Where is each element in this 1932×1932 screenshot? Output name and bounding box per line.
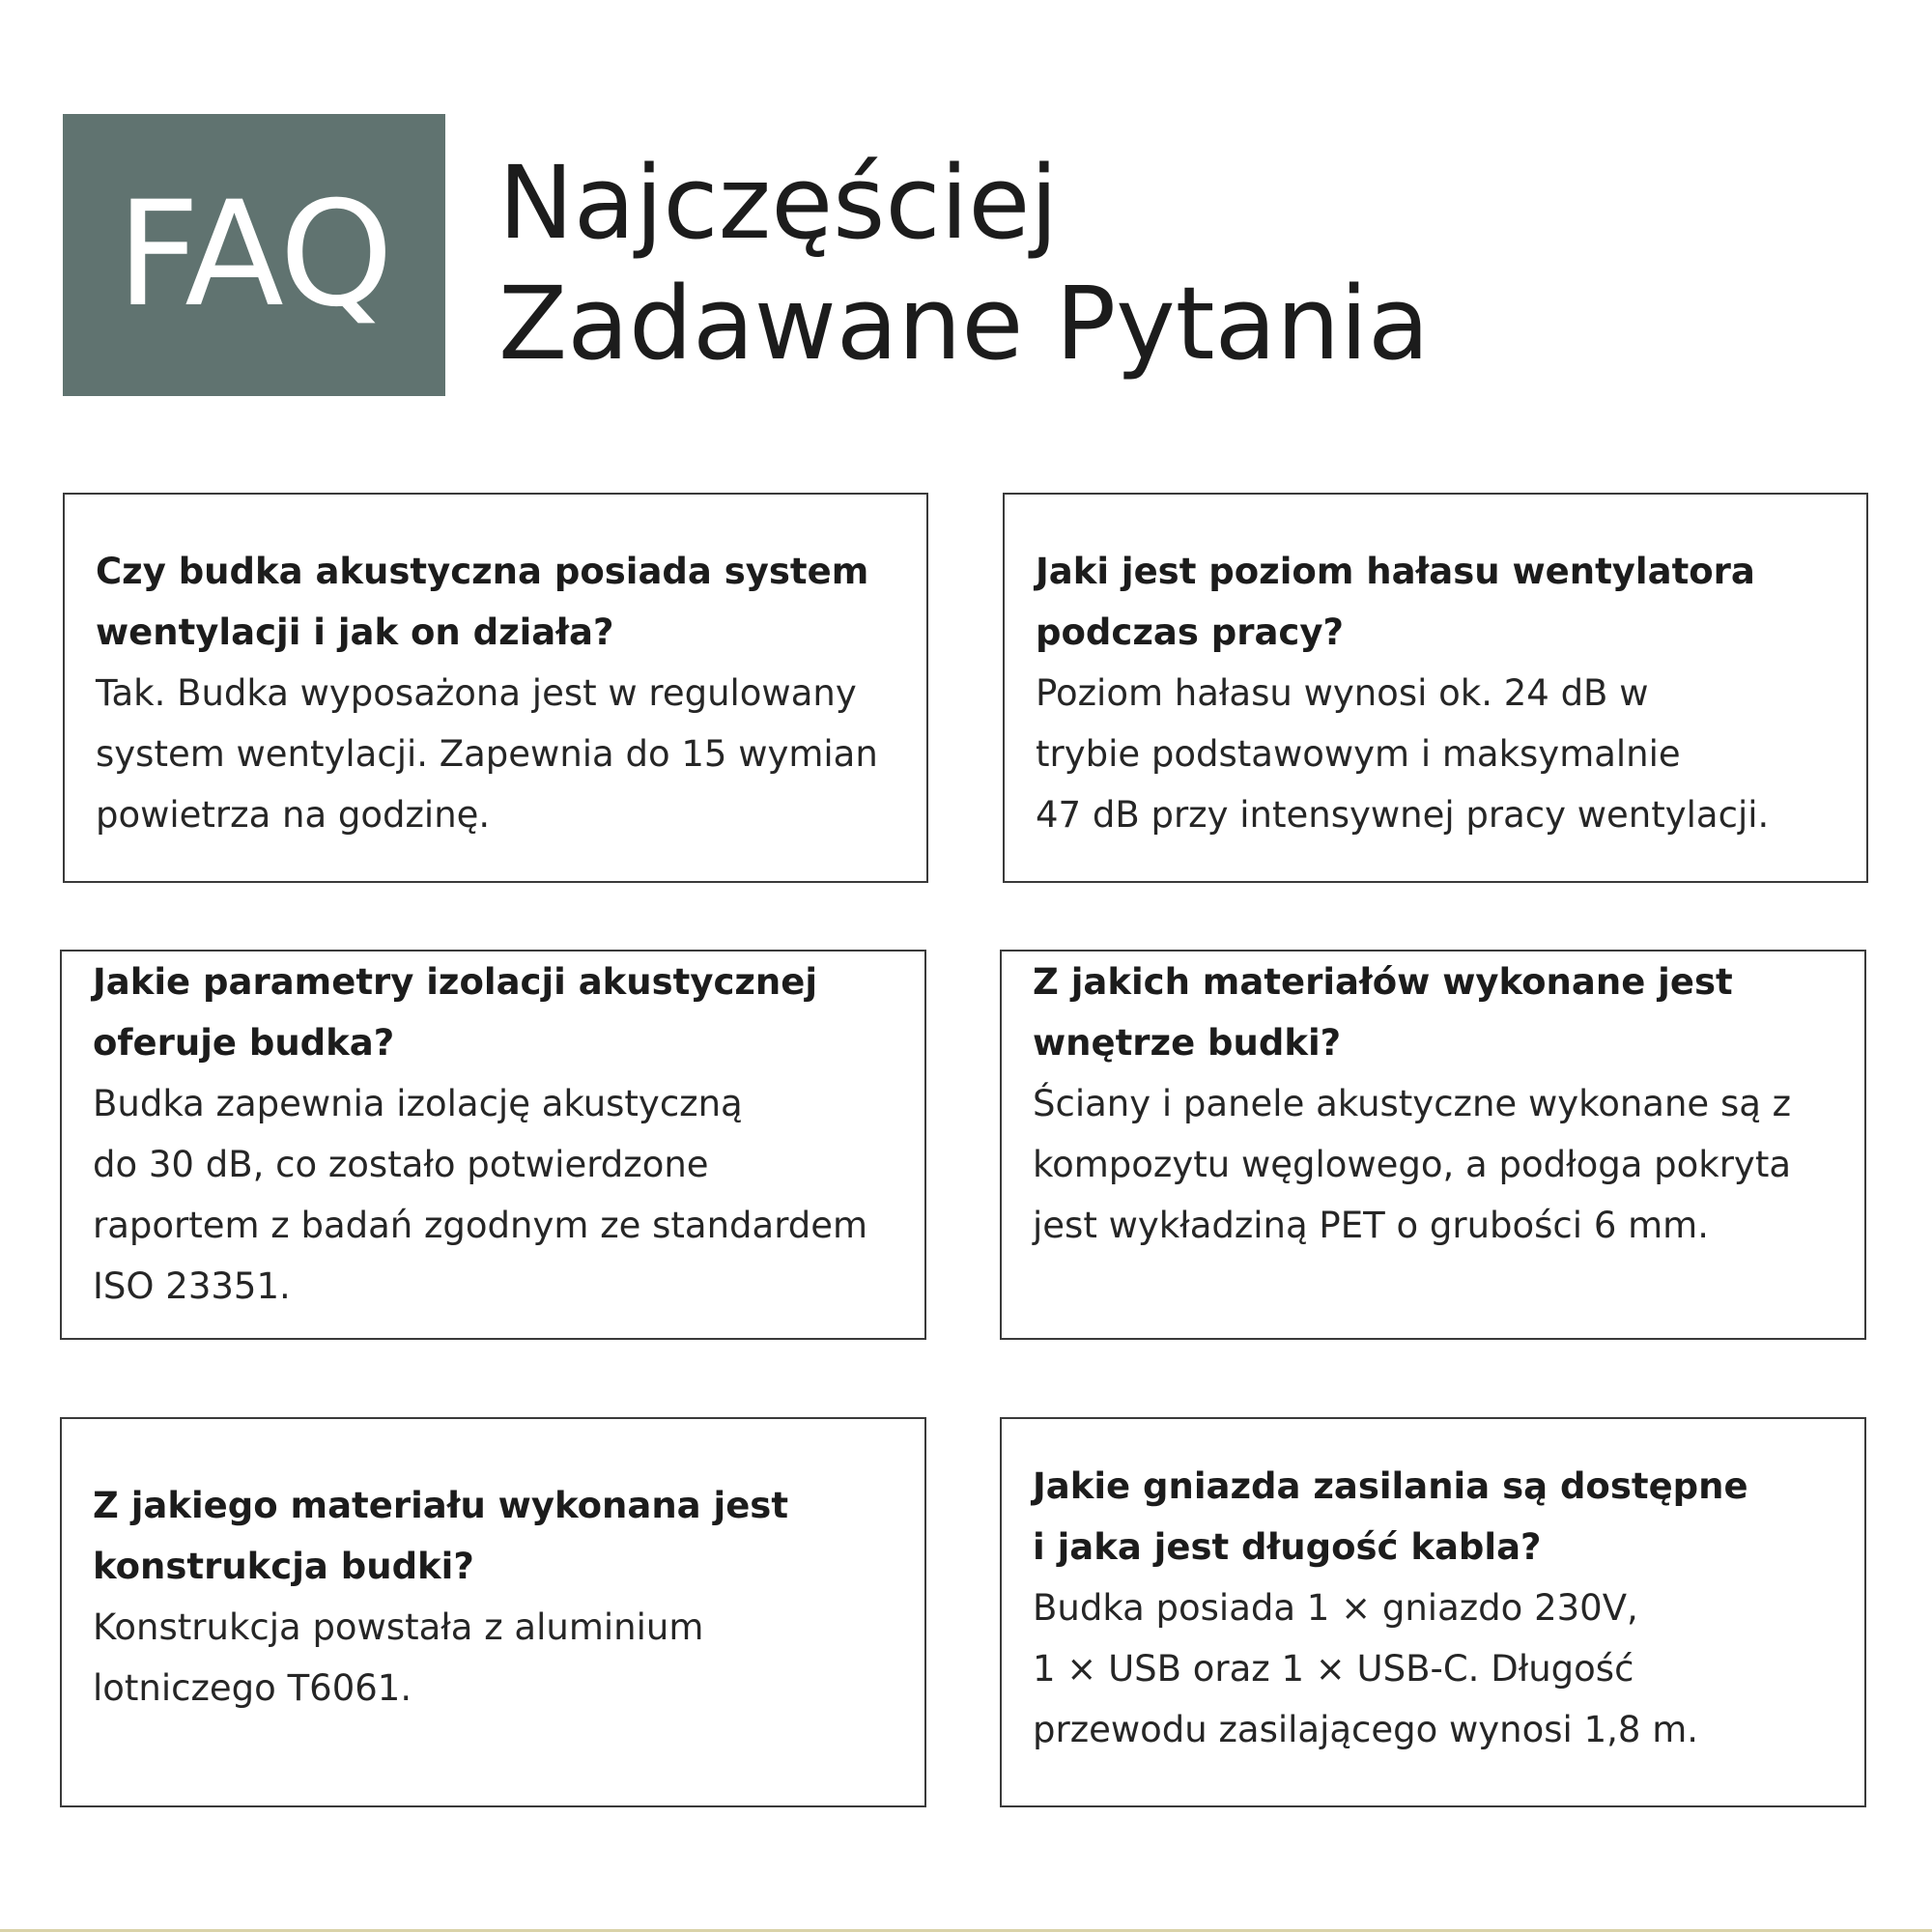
faq-question: Z jakiego materiału wykonana jest konstrukcja budki? (93, 1485, 789, 1587)
faq-badge-label: FAQ (116, 171, 392, 339)
faq-question: Jakie gniazda zasilania są dostępne i jaka jest długość kabla? (1033, 1465, 1748, 1568)
faq-answer: Ściany i panele akustyczne wykonane są z kompozytu węglowego, a podłoga pokryta jest wykładziną PET o grubości 6 mm. (1033, 1083, 1792, 1246)
faq-question: Z jakich materiałów wykonane jest wnętrze budki? (1033, 961, 1733, 1064)
faq-answer: Budka zapewnia izolację akustyczną do 30 dB, co zostało potwierdzone raportem z badań zgodnym ze standardem ISO 23351. (93, 1083, 868, 1307)
page-title (498, 143, 1430, 384)
page-title-line: Najczęściej (498, 144, 1059, 262)
faq-card-construction-material (60, 1417, 926, 1807)
faq-question: Czy budka akustyczna posiada system wentylacji i jak on działa? (96, 551, 869, 653)
faq-card-power-sockets (1000, 1417, 1866, 1807)
faq-card-ventilation (63, 493, 928, 883)
faq-question: Jakie parametry izolacji akustycznej oferuje budka? (93, 961, 818, 1064)
faq-answer: Poziom hałasu wynosi ok. 24 dB w trybie podstawowym i maksymalnie 47 dB przy intensywnej pracy wentylacji. (1036, 672, 1770, 836)
faq-card-fan-noise (1003, 493, 1868, 883)
faq-answer: Konstrukcja powstała z aluminium lotniczego T6061. (93, 1606, 704, 1709)
faq-question: Jaki jest poziom hałasu wentylatora podczas pracy? (1036, 551, 1755, 653)
faq-badge (63, 114, 445, 396)
faq-card-acoustic-insulation (60, 950, 926, 1340)
faq-answer: Tak. Budka wyposażona jest w regulowany system wentylacji. Zapewnia do 15 wymian powietrza na godzinę. (96, 672, 878, 836)
page-title-line: Zadawane Pytania (498, 265, 1430, 383)
faq-card-interior-materials (1000, 950, 1866, 1340)
faq-answer: Budka posiada 1 × gniazdo 230V, 1 × USB oraz 1 × USB-C. Długość przewodu zasilającego wynosi 1,8 m. (1033, 1587, 1698, 1750)
